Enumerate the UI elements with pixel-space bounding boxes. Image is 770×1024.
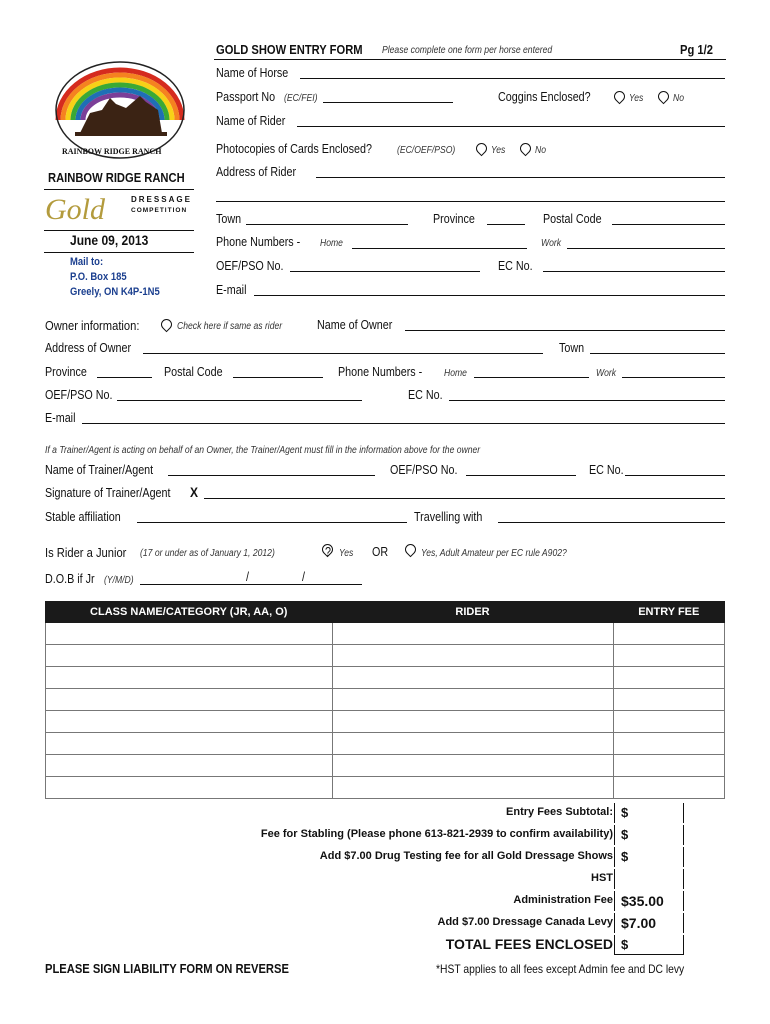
- rider-header: RIDER: [332, 602, 613, 623]
- entry-fee-cell[interactable]: [613, 667, 724, 689]
- name-of-owner-label: Name of Owner: [317, 318, 393, 332]
- rider-cell[interactable]: [332, 667, 613, 689]
- page-number: Pg 1/2: [680, 42, 713, 57]
- rider-email-label: E-mail: [216, 283, 247, 297]
- owner-postal-label: Postal Code: [164, 365, 223, 379]
- photocopies-yes-label: Yes: [491, 145, 506, 156]
- class-entry-table: [45, 601, 725, 799]
- stabling-field[interactable]: $: [614, 825, 684, 845]
- show-date: June 09, 2013: [70, 232, 149, 248]
- rider-province-field[interactable]: [487, 224, 525, 225]
- passport-label: Passport No: [216, 90, 276, 104]
- rider-ec-field[interactable]: [543, 271, 725, 272]
- class-name-cell[interactable]: [46, 623, 333, 645]
- table-row: [46, 733, 725, 755]
- signature-x-mark: X: [190, 484, 199, 500]
- ranch-logo: [50, 58, 190, 168]
- rider-province-label: Province: [433, 212, 475, 226]
- class-name-cell[interactable]: [46, 689, 333, 711]
- photocopies-yes-checkbox[interactable]: [474, 141, 490, 157]
- rider-phone-label: Phone Numbers -: [216, 235, 301, 249]
- junior-question-label: Is Rider a Junior: [45, 545, 127, 560]
- owner-work-label: Work: [596, 368, 617, 379]
- rider-home-phone-field[interactable]: [352, 248, 527, 249]
- form-subtitle: Please complete one form per horse entered: [382, 45, 553, 56]
- entry-fee-cell[interactable]: [613, 623, 724, 645]
- owner-town-field[interactable]: [590, 353, 725, 354]
- junior-qmark: ?: [325, 545, 331, 559]
- rider-work-phone-field[interactable]: [567, 248, 725, 249]
- hst-label: HST: [591, 872, 613, 884]
- trainer-ec-field[interactable]: [625, 475, 725, 476]
- junior-yes-label: Yes: [339, 548, 354, 559]
- travelling-with-label: Travelling with: [414, 510, 483, 524]
- class-name-cell[interactable]: [46, 711, 333, 733]
- name-of-owner-field[interactable]: [405, 330, 725, 331]
- entry-fee-cell[interactable]: [613, 733, 724, 755]
- dob-field[interactable]: [140, 584, 362, 585]
- form-title: GOLD SHOW ENTRY FORM: [216, 42, 363, 57]
- same-as-rider-label: Check here if same as rider: [177, 321, 283, 332]
- coggins-label: Coggins Enclosed?: [498, 90, 591, 104]
- rider-town-label: Town: [216, 212, 242, 226]
- hst-note: *HST applies to all fees except Admin fee and DC levy: [436, 962, 685, 976]
- passport-field[interactable]: [323, 102, 453, 103]
- class-name-header: CLASS NAME/CATEGORY (JR, AA, O): [46, 602, 333, 623]
- rider-cell[interactable]: [332, 777, 613, 799]
- travelling-with-field[interactable]: [498, 522, 725, 523]
- owner-home-phone-field[interactable]: [474, 377, 589, 378]
- dressage-text: DRESSAGE: [131, 195, 192, 204]
- rider-town-field[interactable]: [246, 224, 408, 225]
- dc-levy-label: Add $7.00 Dressage Canada Levy: [437, 916, 613, 928]
- drug-testing-field[interactable]: $: [614, 847, 684, 867]
- owner-town-label: Town: [559, 341, 585, 355]
- rider-work-label: Work: [541, 238, 562, 249]
- photocopies-no-checkbox[interactable]: [518, 141, 534, 157]
- rider-oef-field[interactable]: [290, 271, 480, 272]
- photocopies-hint: (EC/OEF/PSO): [397, 145, 456, 156]
- entry-fee-cell[interactable]: [613, 777, 724, 799]
- class-name-cell[interactable]: [46, 755, 333, 777]
- address-of-owner-label: Address of Owner: [45, 341, 132, 355]
- rider-oef-label: OEF/PSO No.: [216, 259, 284, 273]
- rider-cell[interactable]: [332, 733, 613, 755]
- same-as-rider-checkbox[interactable]: [159, 317, 175, 333]
- entry-fee-cell[interactable]: [613, 755, 724, 777]
- owner-info-label: Owner information:: [45, 318, 140, 333]
- entry-fee-header: ENTRY FEE: [613, 602, 724, 623]
- entry-fee-cell[interactable]: [613, 645, 724, 667]
- owner-work-phone-field[interactable]: [622, 377, 725, 378]
- photocopies-no-label: No: [535, 145, 547, 156]
- logo-text: RAINBOW RIDGE RANCH: [62, 147, 162, 156]
- rider-email-field[interactable]: [254, 295, 725, 296]
- owner-province-label: Province: [45, 365, 87, 379]
- dob-slash-2: /: [302, 570, 305, 584]
- trainer-signature-label: Signature of Trainer/Agent: [45, 486, 171, 500]
- stable-affiliation-field[interactable]: [137, 522, 407, 523]
- total-fees-field[interactable]: $: [614, 935, 684, 955]
- subtotal-field[interactable]: $: [614, 803, 684, 823]
- coggins-no-label: No: [673, 93, 685, 104]
- passport-hint: (EC/FEI): [284, 93, 318, 104]
- adult-amateur-label: Yes, Adult Amateur per EC rule A902?: [421, 548, 567, 559]
- owner-home-label: Home: [444, 368, 467, 379]
- entry-fee-cell[interactable]: [613, 689, 724, 711]
- name-of-rider-label: Name of Rider: [216, 114, 286, 128]
- class-name-cell[interactable]: [46, 667, 333, 689]
- class-name-cell[interactable]: [46, 777, 333, 799]
- rider-cell[interactable]: [332, 711, 613, 733]
- coggins-yes-checkbox[interactable]: [612, 89, 628, 105]
- gold-dressage-logo: [45, 193, 195, 229]
- hst-field[interactable]: [614, 869, 684, 889]
- trainer-note: If a Trainer/Agent is acting on behalf of an Owner, the Trainer/Agent must fill in the information above for the owner: [45, 445, 481, 456]
- rider-home-label: Home: [320, 238, 343, 249]
- photocopies-label: Photocopies of Cards Enclosed?: [216, 142, 372, 156]
- address-of-rider-field-2[interactable]: [216, 201, 725, 202]
- trainer-ec-label: EC No.: [589, 463, 624, 477]
- name-of-horse-field[interactable]: [300, 78, 725, 79]
- rider-postal-field[interactable]: [612, 224, 725, 225]
- subtotal-label: Entry Fees Subtotal:: [506, 806, 613, 818]
- junior-hint: (17 or under as of January 1, 2012): [140, 548, 275, 559]
- mail-to-label: Mail to:: [70, 256, 104, 268]
- owner-phone-label: Phone Numbers -: [338, 365, 423, 379]
- admin-fee-value: $35.00: [614, 891, 684, 911]
- sign-liability-notice: PLEASE SIGN LIABILITY FORM ON REVERSE: [45, 961, 289, 976]
- owner-oef-label: OEF/PSO No.: [45, 388, 113, 402]
- owner-province-field[interactable]: [97, 377, 152, 378]
- dob-label: D.O.B if Jr: [45, 572, 95, 586]
- total-fees-label: TOTAL FEES ENCLOSED: [445, 936, 613, 952]
- rider-postal-label: Postal Code: [543, 212, 602, 226]
- table-row: [46, 711, 725, 733]
- trainer-signature-field[interactable]: [204, 498, 725, 499]
- owner-ec-label: EC No.: [408, 388, 443, 402]
- address-of-owner-field[interactable]: [143, 353, 543, 354]
- coggins-no-checkbox[interactable]: [656, 89, 672, 105]
- owner-ec-field[interactable]: [449, 400, 725, 401]
- po-box: P.O. Box 185: [70, 271, 127, 283]
- trainer-oef-label: OEF/PSO No.: [390, 463, 458, 477]
- junior-or-label: OR: [372, 545, 389, 559]
- competition-text: COMPETITION: [131, 207, 188, 214]
- name-of-horse-label: Name of Horse: [216, 66, 289, 80]
- mail-city: Greely, ON K4P-1N5: [70, 286, 160, 298]
- owner-email-label: E-mail: [45, 411, 76, 425]
- class-name-cell[interactable]: [46, 733, 333, 755]
- rider-cell[interactable]: [332, 755, 613, 777]
- gold-script: Gold: [45, 193, 105, 226]
- trainer-name-field[interactable]: [168, 475, 375, 476]
- owner-email-field[interactable]: [82, 423, 725, 424]
- address-of-rider-field[interactable]: [316, 177, 725, 178]
- junior-yes-checkbox[interactable]: [320, 542, 336, 558]
- coggins-yes-label: Yes: [629, 93, 644, 104]
- stabling-label: Fee for Stabling (Please phone 613-821-2939 to confirm availability): [260, 828, 613, 840]
- address-of-rider-label: Address of Rider: [216, 165, 297, 179]
- rider-cell[interactable]: [332, 689, 613, 711]
- dob-slash-1: /: [246, 570, 249, 584]
- class-name-cell[interactable]: [46, 645, 333, 667]
- table-row: [46, 667, 725, 689]
- drug-testing-label: Add $7.00 Drug Testing fee for all Gold Dressage Shows: [319, 850, 613, 862]
- admin-fee-label: Administration Fee: [513, 894, 613, 906]
- stable-affiliation-label: Stable affiliation: [45, 510, 121, 524]
- table-row: [46, 623, 725, 645]
- adult-amateur-checkbox[interactable]: [403, 542, 419, 558]
- table-row: [46, 645, 725, 667]
- dob-hint: (Y/M/D): [104, 575, 134, 586]
- dc-levy-value: $7.00: [614, 913, 684, 933]
- rider-cell[interactable]: [332, 623, 613, 645]
- ranch-name: RAINBOW RIDGE RANCH: [48, 170, 185, 185]
- owner-postal-field[interactable]: [233, 377, 323, 378]
- name-of-rider-field[interactable]: [297, 126, 725, 127]
- trainer-oef-field[interactable]: [466, 475, 576, 476]
- entry-fee-cell[interactable]: [613, 711, 724, 733]
- rider-cell[interactable]: [332, 645, 613, 667]
- table-row: [46, 689, 725, 711]
- table-row: [46, 777, 725, 799]
- trainer-name-label: Name of Trainer/Agent: [45, 463, 154, 477]
- owner-oef-field[interactable]: [117, 400, 362, 401]
- table-row: [46, 755, 725, 777]
- rider-ec-label: EC No.: [498, 259, 533, 273]
